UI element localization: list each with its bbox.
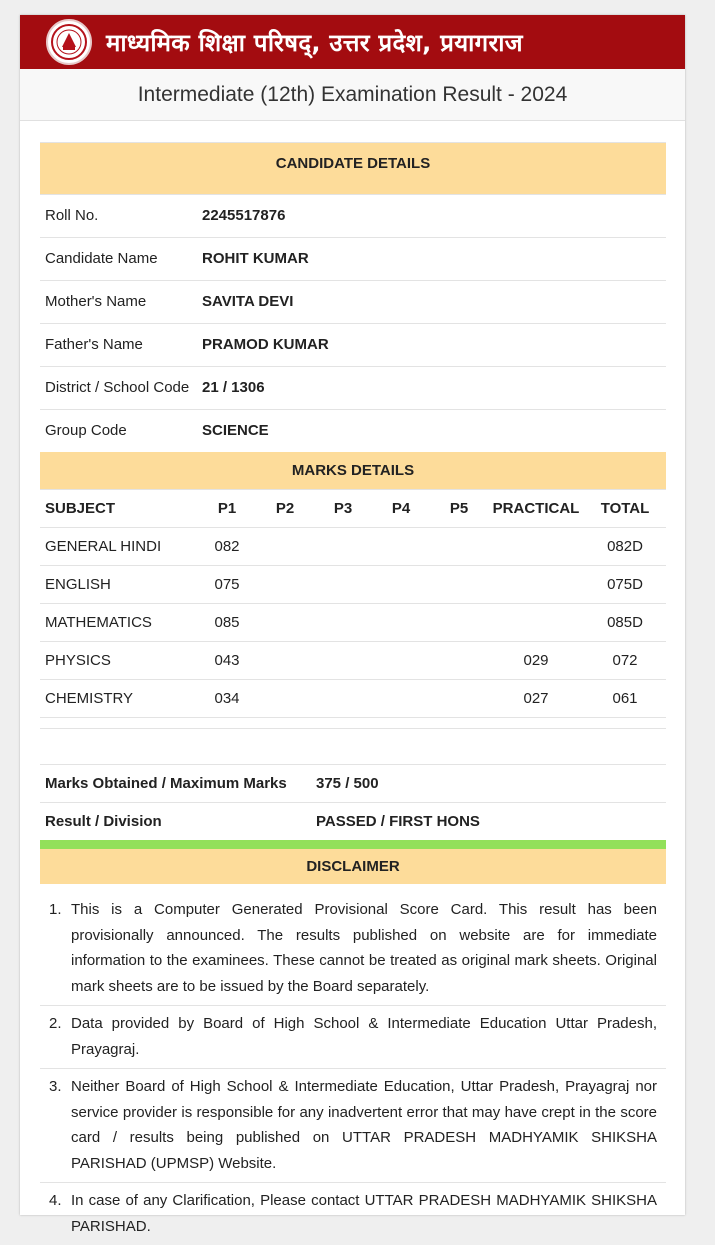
mark-cell: [430, 680, 488, 718]
detail-row: [40, 324, 666, 367]
mark-cell: 027: [488, 680, 584, 718]
candidate-details-table: [40, 142, 666, 452]
marks-obtained-label: Marks Obtained / Maximum Marks: [40, 765, 311, 803]
item-number: 3.: [49, 1078, 62, 1095]
mark-cell: [372, 604, 430, 642]
mark-cell: 085: [198, 604, 256, 642]
column-header: SUBJECT: [40, 490, 198, 528]
disclaimer-section-title: DISCLAIMER: [40, 849, 666, 884]
table-row: [40, 604, 666, 642]
item-number: 2.: [49, 1015, 62, 1032]
item-number: 4.: [49, 1192, 62, 1209]
detail-label: District / School Code: [40, 367, 197, 410]
mark-cell: [430, 604, 488, 642]
summary-row: [40, 765, 666, 803]
result-status-bar: [40, 840, 666, 849]
upmsp-emblem-icon: [46, 19, 92, 65]
result-card: [20, 15, 685, 1235]
detail-row: [40, 195, 666, 238]
column-header: P4: [372, 490, 430, 528]
table-row: [40, 680, 666, 718]
detail-value: 21 / 1306: [197, 367, 666, 410]
subject-cell: GENERAL HINDI: [40, 528, 198, 566]
exam-title: Intermediate (12th) Examination Result - 2024: [20, 69, 685, 121]
mark-cell: 075: [198, 566, 256, 604]
column-header: P3: [314, 490, 372, 528]
detail-value: SAVITA DEVI: [197, 281, 666, 324]
detail-label: Roll No.: [40, 195, 197, 238]
table-row: [40, 642, 666, 680]
disclaimer-list: [40, 892, 666, 1245]
detail-value: SCIENCE: [197, 410, 666, 453]
detail-row: [40, 367, 666, 410]
mark-cell: [430, 566, 488, 604]
total-cell: 085D: [584, 604, 666, 642]
mark-cell: [372, 528, 430, 566]
list-item: [40, 1006, 666, 1069]
mark-cell: [256, 680, 314, 718]
mark-cell: [488, 566, 584, 604]
column-header: P5: [430, 490, 488, 528]
marks-section-title: MARKS DETAILS: [40, 452, 666, 490]
detail-value: 2245517876: [197, 195, 666, 238]
list-item: [40, 1069, 666, 1183]
result-value: PASSED / FIRST HONS: [311, 803, 666, 841]
mark-cell: [372, 566, 430, 604]
marks-header-row: [40, 490, 666, 528]
mark-cell: [488, 604, 584, 642]
result-content: [40, 142, 666, 1245]
candidate-section-title: CANDIDATE DETAILS: [40, 143, 666, 195]
item-text: Data provided by Board of High School & Intermediate Education Uttar Pradesh, Prayagraj.: [71, 1015, 657, 1058]
detail-label: Mother's Name: [40, 281, 197, 324]
mark-cell: [256, 566, 314, 604]
subject-cell: PHYSICS: [40, 642, 198, 680]
mark-cell: [256, 642, 314, 680]
detail-row: [40, 281, 666, 324]
total-cell: 075D: [584, 566, 666, 604]
detail-label: Group Code: [40, 410, 197, 453]
table-row: [40, 528, 666, 566]
mark-cell: [314, 528, 372, 566]
mark-cell: [314, 642, 372, 680]
item-text: In case of any Clarification, Please contact UTTAR PRADESH MADHYAMIK SHIKSHA PARISHAD.: [71, 1192, 657, 1235]
total-cell: 061: [584, 680, 666, 718]
subject-cell: ENGLISH: [40, 566, 198, 604]
subject-cell: CHEMISTRY: [40, 680, 198, 718]
spacer: [40, 718, 666, 728]
board-name: माध्यमिक शिक्षा परिषद्, उत्तर प्रदेश, प्रयागराज: [106, 28, 523, 57]
table-row: [40, 566, 666, 604]
mark-cell: [430, 528, 488, 566]
mark-cell: 029: [488, 642, 584, 680]
total-cell: 072: [584, 642, 666, 680]
column-header: P2: [256, 490, 314, 528]
column-header: TOTAL: [584, 490, 666, 528]
summary-table: [40, 764, 666, 840]
mark-cell: [372, 680, 430, 718]
mark-cell: [430, 642, 488, 680]
mark-cell: 043: [198, 642, 256, 680]
mark-cell: [256, 528, 314, 566]
subject-cell: MATHEMATICS: [40, 604, 198, 642]
total-cell: 082D: [584, 528, 666, 566]
summary-row: [40, 803, 666, 841]
detail-label: Father's Name: [40, 324, 197, 367]
mark-cell: [314, 604, 372, 642]
empty-row: [40, 728, 666, 764]
mark-cell: 034: [198, 680, 256, 718]
detail-value: ROHIT KUMAR: [197, 238, 666, 281]
item-text: This is a Computer Generated Provisional Score Card. This result has been provisionally announced. The results published on website are for immediate information to the examinees. These cannot be treated as original mark sheets. Original mark sheets are to be issued by the Board separately.: [71, 901, 657, 995]
detail-value: PRAMOD KUMAR: [197, 324, 666, 367]
detail-row: [40, 238, 666, 281]
list-item: [40, 892, 666, 1006]
mark-cell: [314, 566, 372, 604]
list-item: [40, 1183, 666, 1245]
mark-cell: [488, 528, 584, 566]
mark-cell: 082: [198, 528, 256, 566]
mark-cell: [256, 604, 314, 642]
result-label: Result / Division: [40, 803, 311, 841]
item-number: 1.: [49, 901, 62, 918]
column-header: PRACTICAL: [488, 490, 584, 528]
marks-obtained-value: 375 / 500: [311, 765, 666, 803]
marks-table: [40, 452, 666, 718]
column-header: P1: [198, 490, 256, 528]
item-text: Neither Board of High School & Intermediate Education, Uttar Pradesh, Prayagraj nor service provider is responsible for any inadvertent error that may have crept in the score card / results being published on UTTAR PRADESH MADHYAMIK SHIKSHA PARISHAD (UPMSP) Website.: [71, 1078, 657, 1172]
detail-row: [40, 410, 666, 453]
detail-label: Candidate Name: [40, 238, 197, 281]
mark-cell: [372, 642, 430, 680]
header-banner: [20, 15, 685, 69]
mark-cell: [314, 680, 372, 718]
